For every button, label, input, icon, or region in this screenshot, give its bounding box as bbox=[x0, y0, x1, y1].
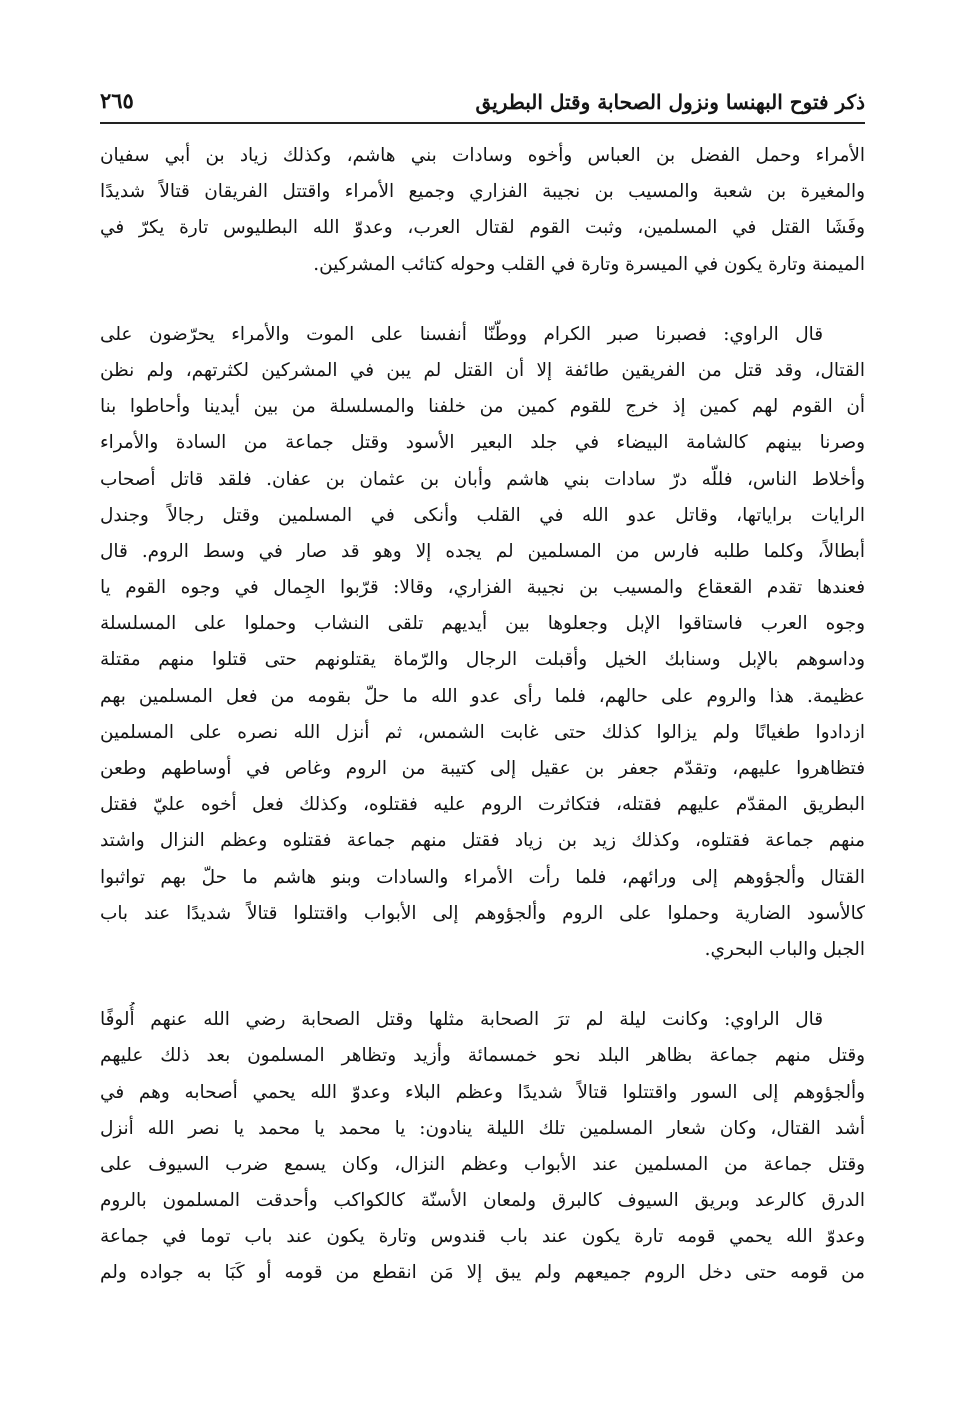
text-line: وأخلاط الناس، فللّه درّ سادات بني هاشم وأبان بن عثمان بن عفان. فلقد قاتل أصحاب bbox=[100, 468, 865, 490]
running-title: ذكر فتوح البهنسا ونزول الصحابة وقتل البطريق bbox=[475, 90, 865, 114]
text-line: ازدادوا طغيانًا ولم يزالوا كذلك حتى غابت الشمس، ثم أنزل الله نصره على المسلمين bbox=[100, 721, 865, 743]
header-rule bbox=[100, 122, 865, 124]
page-header bbox=[100, 84, 865, 124]
paragraph-gap bbox=[100, 968, 865, 1002]
text-line: وفَشَا القتل في المسلمين، وثبت القوم لقتال العرب، وعدوّ الله البطليوس تارة يكرّ في bbox=[100, 217, 865, 239]
text-line: القتال، وقد قتل من الفريقين طائفة إلا أن القتل لم يبن في المشركين لكثرتهم، ولم نظن bbox=[100, 359, 865, 381]
text-line: الرايات براياتها، وقاتل عدو الله في القلب وأنكى في المسلمين وقتل رجالاً وجندل bbox=[100, 504, 865, 526]
text-line: وألجؤوهم إلى السور واقتتلوا قتالاً شديدًا وعظم البلاء وعدوّ الله يحمي أصحابه وهم في bbox=[100, 1081, 865, 1103]
text-line: القتال وألجؤوهم إلى ورائهم، فلما رأت الأمراء والسادات وبنو هاشم ما حلّ بهم تواثبوا bbox=[100, 866, 865, 888]
text-line: كالأسود الضارية وحملوا على الروم وألجؤوهم إلى الأبواب واقتتلوا قتالاً شديدًا عند باب bbox=[100, 902, 865, 924]
text-line: قال الراوي: وكانت ليلة لم ترَ الصحابة مثلها وقتل الصحابة رضي الله عنهم أُلوفًا bbox=[100, 1009, 823, 1031]
text-line: الجبل والباب البحري. bbox=[704, 938, 865, 960]
page-number: ٢٦٥ bbox=[100, 88, 134, 113]
text-line: من قومه حتى دخل الروم جميعهم ولم يبق إلا مَن انقطع من قومه أو كَبَا به جواده ولم bbox=[100, 1262, 865, 1284]
text-line: فعندها تقدم القعقاع والمسيب بن نجيبة الفزاري، وقالا: قرّبوا الجِمال في وجوه القوم يا bbox=[100, 577, 865, 599]
text-line: منهم جماعة فقتلوه، وكذلك زيد بن زياد فقتل منهم جماعة فقتلوه وعظم النزال واشتد bbox=[100, 830, 865, 852]
text-line: فتظاهروا عليهم، وتقدّم جعفر بن عقيل إلى كتيبة من الروم وغاص في أوساطهم وطعن bbox=[100, 758, 865, 779]
text-line: الأمراء وحمل الفضل بن العباس وأخوه وسادات بني هاشم، وكذلك زياد بن أبي سفيان bbox=[100, 145, 865, 166]
text-line: وصرنا بينهم كالشامة البيضاء في جلد البعير الأسود وقتل جماعة من السادة والأمراء bbox=[100, 432, 865, 454]
text-line: أبطالاً، وكلما طلبه فارس من المسلمين لم يجده إلا وهو قد صار في وسط الروم. قال bbox=[100, 540, 865, 562]
text-line: وجوه العرب فاستاقوا الإبل وجعلوها بين أيديهم تلقى النشاب وحملوا على المسلسلة bbox=[100, 613, 865, 635]
text-line: الدرق كالرعد وبريق السيوف كالبرق ولمعان الأسنّة كالكواكب وأحدقت المسلمون بالروم bbox=[100, 1190, 865, 1212]
paragraph-gap bbox=[100, 283, 865, 317]
text-line: البطريق المقدّم عليهم فقتله، فتكاثرت الروم عليه فقتلوه، وكذلك فعل أخوه عليّ فقتل bbox=[100, 794, 865, 816]
text-line: وداسوهم بالإبل وسنابك الخيل وأقبلت الرجال والرّماة يقتلونهم حتى قتلوا منهم مقتلة bbox=[100, 649, 865, 671]
text-line: أشد القتال، وكان شعار المسلمين تلك الليلة ينادون: يا محمد يا محمد يا نصر الله أنزل bbox=[100, 1117, 865, 1139]
text-line: وقتل منهم جماعة بظاهر البلد نحو خمسمائة وأزيد وتظاهر المسلمون بعد ذلك عليهم bbox=[100, 1045, 865, 1067]
paragraph bbox=[100, 138, 865, 283]
paragraph bbox=[100, 1002, 865, 1292]
text-line: أن القوم لهم كمين إذ خرج للقوم كمين من خلفنا والمسلسلة من بين أيدينا وأحاطوا بنا bbox=[100, 396, 865, 418]
text-line: وعدوّ الله يحمي قومه تارة يكون عند باب قندوس وتارة يكون عند باب توما في جماعة bbox=[100, 1226, 865, 1248]
text-line: وقتل جماعة من المسلمين عند الأبواب وعظم النزال، وكان يسمع ضرب السيوف على bbox=[100, 1153, 865, 1175]
body-text bbox=[100, 138, 865, 1368]
paragraph bbox=[100, 317, 865, 968]
text-line: والمغيرة بن شعبة والمسيب بن نجيبة الفزاري وجميع الأمراء واقتتل الفريقان قتالاً شديدًا bbox=[100, 181, 865, 203]
text-line: قال الراوي: فصبرنا صبر الكرام ووطّنّا أنفسنا على الموت والأمراء يحرّضون على bbox=[100, 323, 823, 345]
text-line: الميمنة وتارة يكون في الميسرة وتارة في القلب وحوله كتائب المشركين. bbox=[313, 253, 865, 275]
text-line: عظيمة. هذا والروم على حالهم، فلما رأى عدو الله ما حلّ بقومه من فعل المسلمين بهم bbox=[100, 685, 865, 707]
